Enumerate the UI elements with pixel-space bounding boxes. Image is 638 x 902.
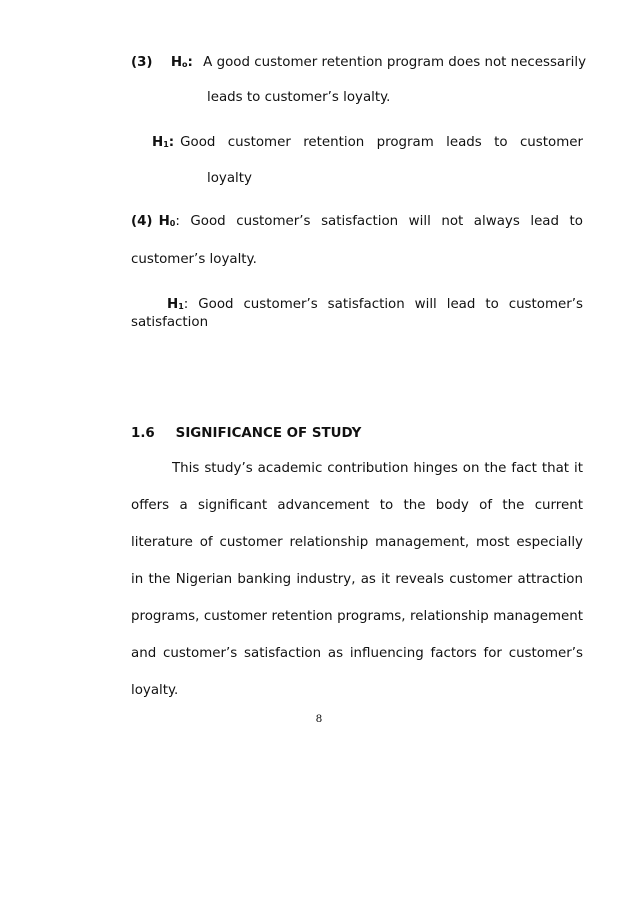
hypothesis-3-h1-text-cont: loyalty xyxy=(207,171,252,186)
section-heading xyxy=(131,426,361,442)
h1-label: $H_1$: xyxy=(152,135,175,150)
hypothesis-3-h1 xyxy=(152,135,583,153)
paragraph-line-4: in the Nigerian banking industry, as it reveals customer attraction xyxy=(131,572,583,587)
h0-label: $H_0$ xyxy=(158,214,176,229)
hypothesis-4-h0 xyxy=(131,214,583,232)
paragraph-line-1: This study’s academic contribution hinges on the fact that it xyxy=(172,461,583,476)
h1-label: $H_1$ xyxy=(167,297,184,312)
page-number: 8 xyxy=(315,713,323,725)
hypothesis-3-h0-text: A good customer retention program does not necessarily xyxy=(203,55,586,70)
hypothesis-3-number: (3) xyxy=(131,55,153,70)
hypothesis-4-h1-text-cont: satisfaction xyxy=(131,315,209,330)
hypothesis-4-h0-text: : Good customer’s satisfaction will not always lead to xyxy=(175,214,583,229)
section-title: SIGNIFICANCE OF STUDY xyxy=(175,426,362,441)
hypothesis-4-h0-text-cont: customer’s loyalty. xyxy=(131,252,257,267)
paragraph-line-6: and customer’s satisfaction as influencing factors for customer’s xyxy=(131,646,583,661)
hypothesis-3-h0-text-cont: leads to customer’s loyalty. xyxy=(207,90,391,105)
hypothesis-4-h1 xyxy=(167,297,583,315)
hypothesis-4-h1-text: : Good customer’s satisfaction will lead to customer’s xyxy=(183,297,583,312)
hypothesis-3-h1-text: Good customer retention program leads to customer xyxy=(180,135,583,150)
paragraph-line-2: offers a significant advancement to the body of the current xyxy=(131,498,583,513)
section-number: 1.6 xyxy=(131,426,155,441)
paragraph-line-7: loyalty. xyxy=(131,683,179,698)
paragraph-line-3: literature of customer relationship management, most especially xyxy=(131,535,583,550)
h0-label: $H_o$: xyxy=(170,55,193,70)
hypothesis-4-number: (4) xyxy=(131,214,153,229)
paragraph-line-5: programs, customer retention programs, relationship management xyxy=(131,609,583,624)
hypothesis-3-h0 xyxy=(131,55,586,73)
